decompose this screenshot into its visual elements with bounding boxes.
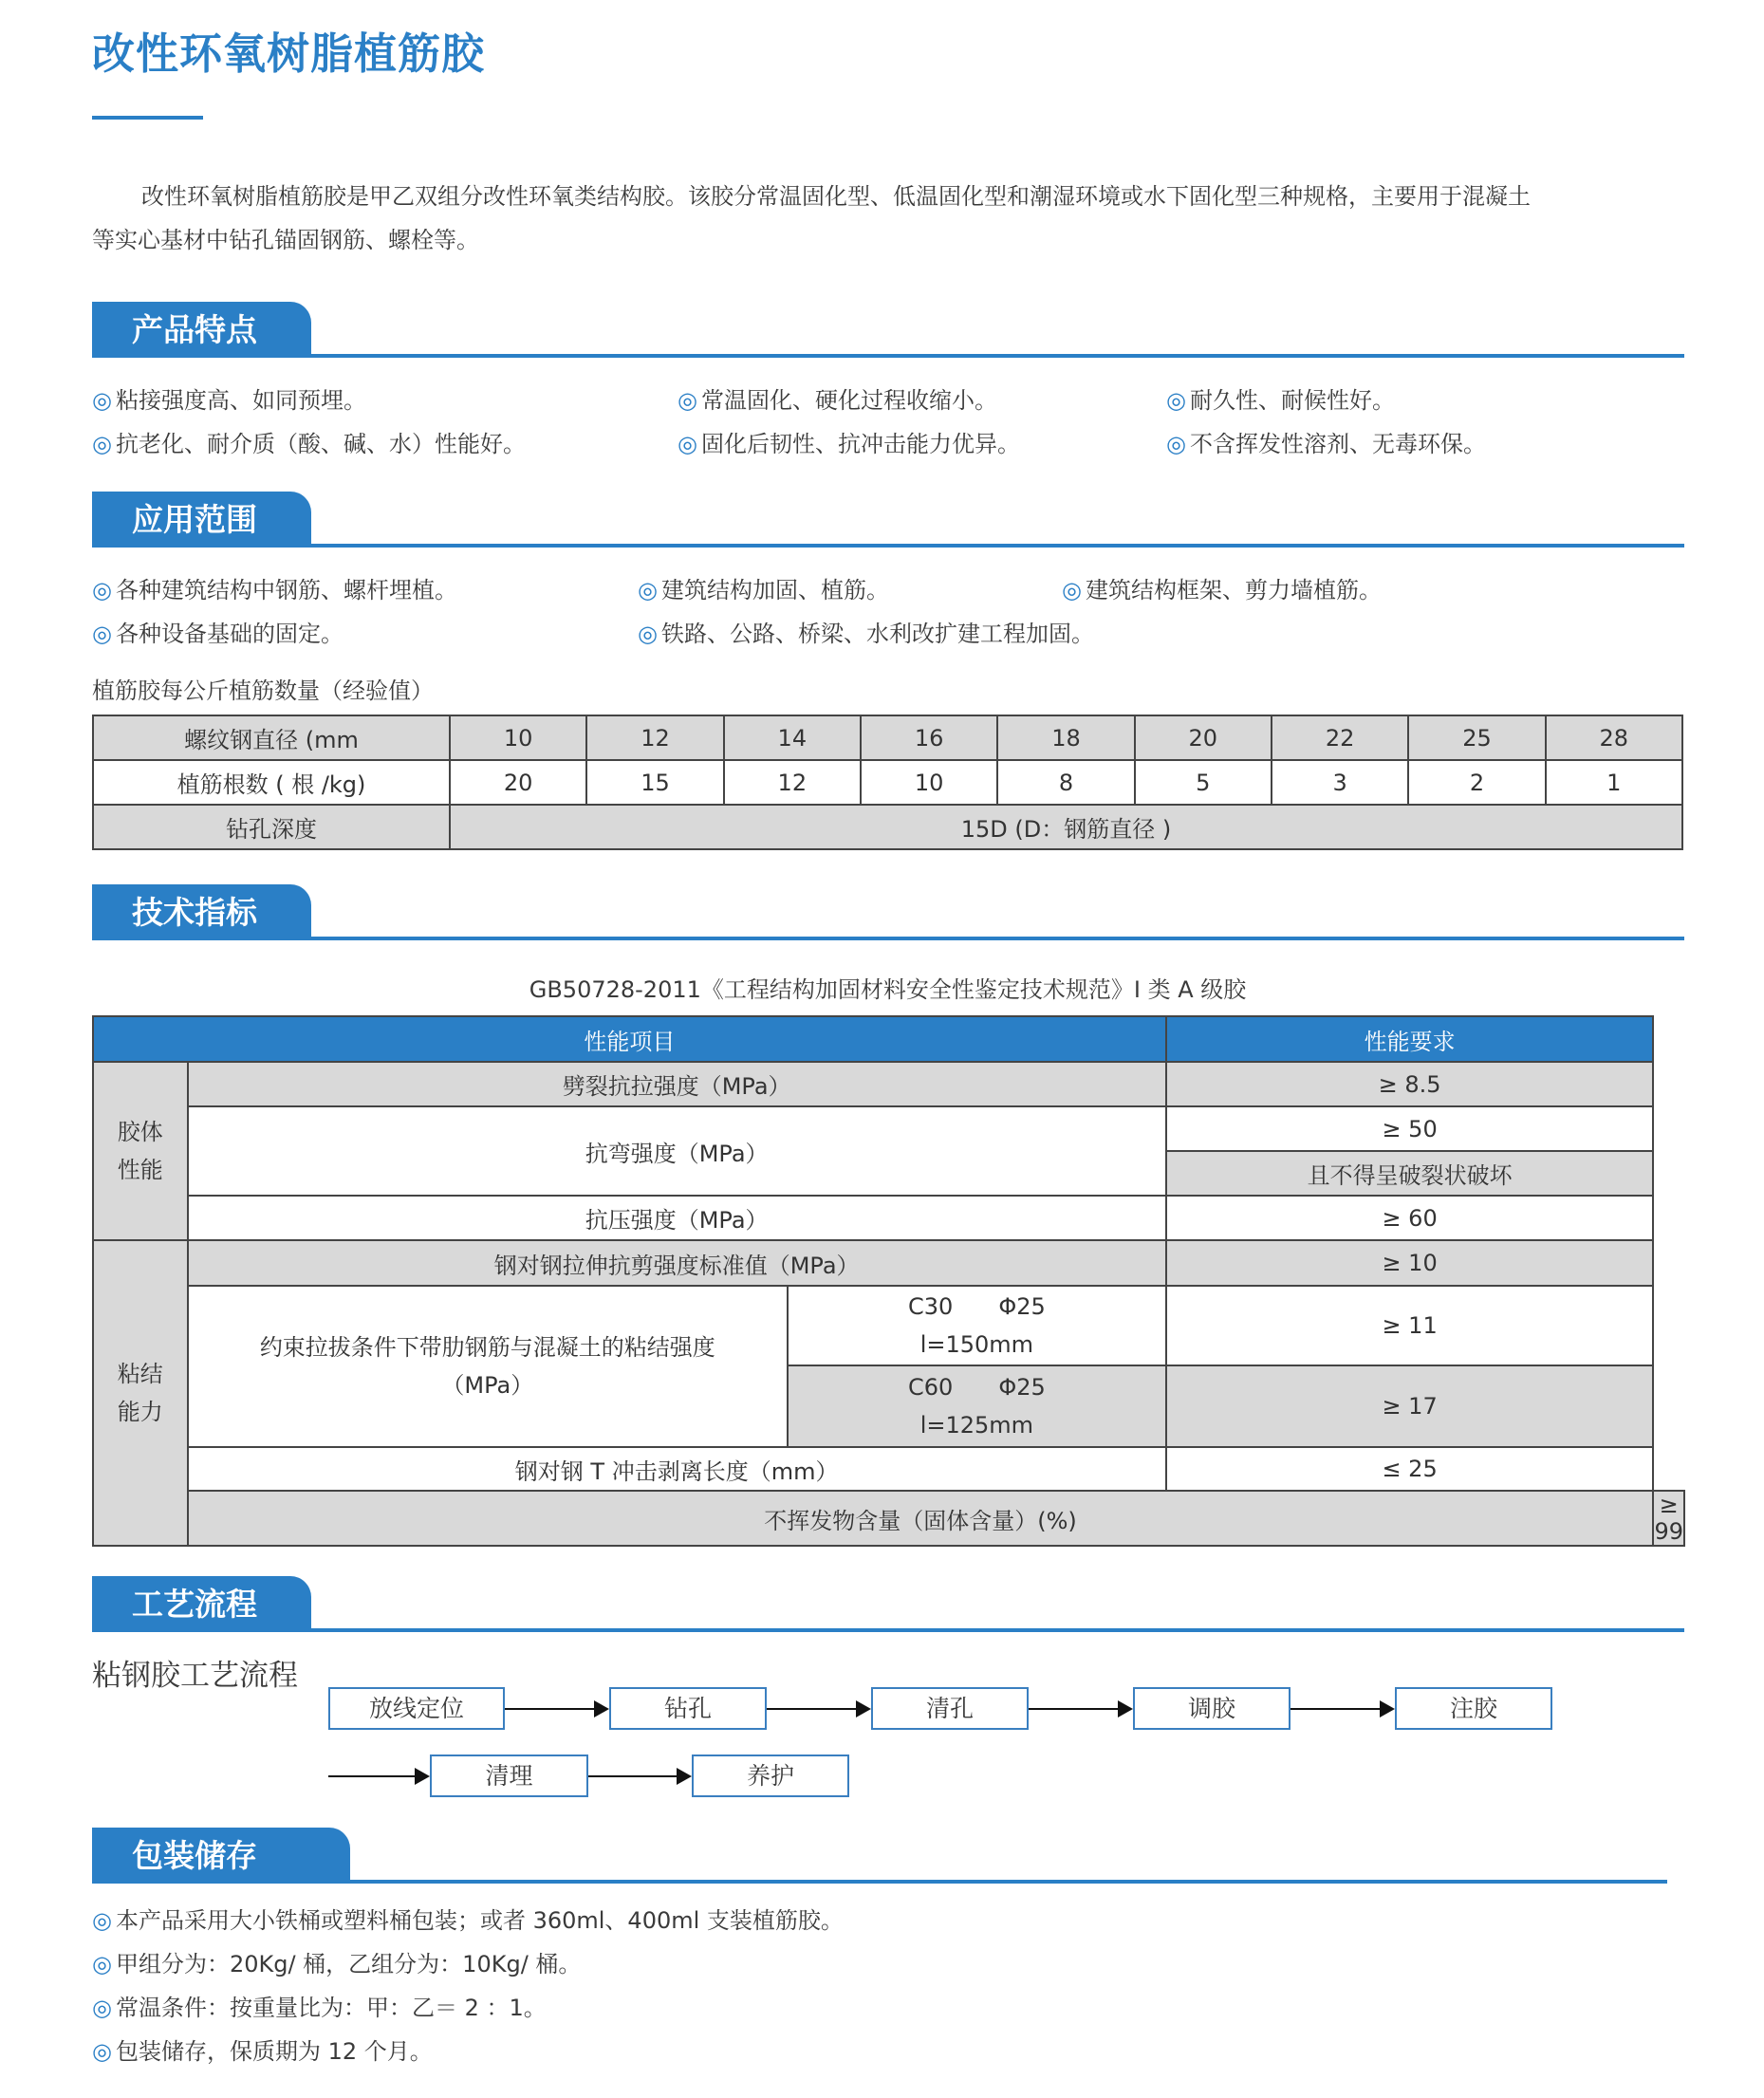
table-cell: C30 Φ25 l=150mm [788, 1286, 1166, 1365]
feature-item [1166, 425, 1486, 458]
table-cell: 5 [1135, 760, 1272, 805]
table-cell: 且不得呈破裂状破坏 [1166, 1151, 1654, 1196]
table-cell: ≥ 17 [1166, 1365, 1654, 1447]
table-cell: 25 [1408, 715, 1545, 760]
application-item [1062, 571, 1382, 604]
features-heading: 产品特点 [92, 302, 311, 358]
packaging-heading: 包装储存 [92, 1828, 350, 1884]
table-cell: 22 [1272, 715, 1408, 760]
table-cell: 8 [997, 760, 1134, 805]
table-row [93, 1240, 1684, 1286]
table-cell: ≥ 8.5 [1166, 1062, 1654, 1106]
application-item [92, 571, 457, 604]
page-title: 改性环氧树脂植筋胶 [92, 28, 486, 79]
process-step: 清孔 [871, 1687, 1029, 1730]
process-step: 养护 [692, 1755, 849, 1797]
table-cell: 12 [586, 715, 723, 760]
feature-item [92, 381, 366, 415]
process-step: 注胶 [1395, 1687, 1552, 1730]
item-text: 建筑结构框架、剪力墙植筋。 [1085, 577, 1382, 603]
table-cell: 16 [861, 715, 997, 760]
item-text: 包装储存，保质期为 12 个月。 [115, 2038, 433, 2065]
feature-item [678, 425, 1020, 458]
process-section-header [92, 1576, 1684, 1632]
table-cell: ≥ 60 [1166, 1196, 1654, 1240]
item-text: 粘接强度高、如同预埋。 [115, 387, 366, 414]
process-step: 钻孔 [609, 1687, 767, 1730]
item-text: 耐久性、耐候性好。 [1189, 387, 1395, 414]
table-cell: 18 [997, 715, 1134, 760]
table-cell: 14 [724, 715, 861, 760]
table-cell: 2 [1408, 760, 1545, 805]
process-heading: 工艺流程 [92, 1576, 311, 1632]
table-cell: ≥ 50 [1166, 1106, 1654, 1151]
table-cell: 钢对钢 T 冲击剥离长度（mm） [188, 1447, 1166, 1491]
process-step: 调胶 [1133, 1687, 1291, 1730]
item-text: 固化后韧性、抗冲击能力优异。 [700, 431, 1020, 457]
item-text: 本产品采用大小铁桶或塑料桶包装；或者 360ml、400ml 支装植筋胶。 [115, 1907, 844, 1934]
packaging-section-header [92, 1828, 1667, 1884]
table-row [93, 1106, 1684, 1151]
table-row [93, 1196, 1684, 1240]
table-cell: ≥ 10 [1166, 1240, 1654, 1286]
table-cell: 12 [724, 760, 861, 805]
item-text: 甲组分为：20Kg/ 桶，乙组分为：10Kg/ 桶。 [115, 1951, 582, 1977]
rebar-table-caption: 植筋胶每公斤植筋数量（经验值） [92, 678, 434, 704]
tech-section-header [92, 884, 1684, 940]
table-row [93, 1491, 1684, 1546]
arrow-right-icon [505, 1708, 607, 1710]
rebar-table [92, 715, 1683, 850]
process-step: 清理 [430, 1755, 588, 1797]
table-row [93, 715, 1682, 760]
applications-section-header [92, 492, 1684, 548]
table-cell: 抗压强度（MPa） [188, 1196, 1166, 1240]
table-row [93, 1016, 1684, 1062]
bullet-icon: ◎ [92, 2038, 112, 2065]
table-cell: 性能项目 [93, 1016, 1166, 1062]
bullet-icon: ◎ [1166, 431, 1186, 457]
feature-item [678, 381, 997, 415]
table-cell: ≤ 25 [1166, 1447, 1654, 1491]
tech-spec-table [92, 1015, 1685, 1547]
table-row [93, 1447, 1684, 1491]
section-divider [92, 354, 1684, 358]
table-cell: 胶体 性能 [93, 1062, 188, 1240]
bullet-icon: ◎ [638, 621, 658, 647]
table-cell: 不挥发物含量（固体含量）(%) [188, 1491, 1654, 1546]
application-item [638, 615, 1094, 648]
table-row [93, 1062, 1684, 1106]
table-cell: 性能要求 [1166, 1016, 1654, 1062]
feature-item [92, 425, 526, 458]
table-cell: 28 [1546, 715, 1682, 760]
table-cell: 粘结 能力 [93, 1240, 188, 1546]
table-row [93, 1286, 1684, 1365]
item-text: 各种设备基础的固定。 [115, 621, 344, 647]
bullet-icon: ◎ [1166, 387, 1186, 414]
arrow-right-icon [1291, 1708, 1393, 1710]
process-step: 放线定位 [328, 1687, 505, 1730]
table-cell: ≥ 11 [1166, 1286, 1654, 1365]
item-text: 铁路、公路、桥梁、水利改扩建工程加固。 [660, 621, 1094, 647]
table-cell: 劈裂抗拉强度（MPa） [188, 1062, 1166, 1106]
item-text: 不含挥发性溶剂、无毒环保。 [1189, 431, 1486, 457]
applications-heading: 应用范围 [92, 492, 311, 548]
feature-item [1166, 381, 1395, 415]
table-row [93, 760, 1682, 805]
bullet-icon: ◎ [92, 621, 112, 647]
table-cell: 钻孔深度 [93, 805, 450, 849]
table-cell: 15 [586, 760, 723, 805]
arrow-right-icon [767, 1708, 869, 1710]
item-text: 各种建筑结构中钢筋、螺杆埋植。 [115, 577, 457, 603]
bullet-icon: ◎ [92, 431, 112, 457]
packaging-item [92, 1902, 844, 1935]
application-item [92, 615, 344, 648]
table-cell: 10 [861, 760, 997, 805]
bullet-icon: ◎ [92, 387, 112, 414]
bullet-icon: ◎ [638, 577, 658, 603]
section-divider [92, 544, 1684, 548]
standard-caption: GB50728-2011《工程结构加固材料安全性鉴定技术规范》I 类 A 级胶 [529, 976, 1247, 1003]
table-cell: 螺纹钢直径 (mm [93, 715, 450, 760]
item-text: 常温条件：按重量比为：甲：乙＝ 2 ：1。 [115, 1995, 547, 2021]
bullet-icon: ◎ [92, 577, 112, 603]
table-cell: 钢对钢拉伸抗剪强度标准值（MPa） [188, 1240, 1166, 1286]
intro-line-1: 改性环氧树脂植筋胶是甲乙双组分改性环氧类结构胶。该胶分常温固化型、低温固化型和潮湿环境或水下固化型三种规格，主要用于混凝土 [141, 183, 1531, 210]
packaging-item [92, 2033, 433, 2066]
table-cell: C60 Φ25 l=125mm [788, 1365, 1166, 1447]
item-text: 抗老化、耐介质（酸、碱、水）性能好。 [115, 431, 526, 457]
packaging-item [92, 1989, 547, 2022]
features-section-header [92, 302, 1684, 358]
arrow-right-icon [1029, 1708, 1131, 1710]
table-cell: 20 [450, 760, 586, 805]
table-cell: 15D (D：钢筋直径 ) [450, 805, 1682, 849]
item-text: 建筑结构加固、植筋。 [660, 577, 889, 603]
table-row [93, 805, 1682, 849]
table-cell: ≥ 99 [1654, 1492, 1684, 1545]
table-cell: 20 [1135, 715, 1272, 760]
table-cell: 1 [1546, 760, 1682, 805]
process-subtitle: 粘钢胶工艺流程 [92, 1659, 298, 1693]
item-text: 常温固化、硬化过程收缩小。 [700, 387, 997, 414]
section-divider [92, 1880, 1667, 1884]
section-divider [92, 937, 1684, 940]
table-cell: 约束拉拔条件下带肋钢筋与混凝土的粘结强度（MPa） [188, 1286, 789, 1447]
arrow-right-icon [328, 1775, 428, 1777]
intro-line-2: 等实心基材中钻孔锚固钢筋、螺栓等。 [92, 227, 479, 253]
section-divider [92, 1628, 1684, 1632]
bullet-icon: ◎ [92, 1951, 112, 1977]
bullet-icon: ◎ [92, 1907, 112, 1934]
application-item [638, 571, 889, 604]
table-cell: 植筋根数 ( 根 /kg) [93, 760, 450, 805]
packaging-item [92, 1945, 581, 1978]
bullet-icon: ◎ [678, 431, 697, 457]
bullet-icon: ◎ [1062, 577, 1082, 603]
tech-heading: 技术指标 [92, 884, 311, 940]
title-underline [92, 116, 203, 120]
bullet-icon: ◎ [678, 387, 697, 414]
table-cell: 3 [1272, 760, 1408, 805]
arrow-right-icon [588, 1775, 690, 1777]
bullet-icon: ◎ [92, 1995, 112, 2021]
table-cell: 10 [450, 715, 586, 760]
table-cell: 抗弯强度（MPa） [188, 1106, 1166, 1196]
